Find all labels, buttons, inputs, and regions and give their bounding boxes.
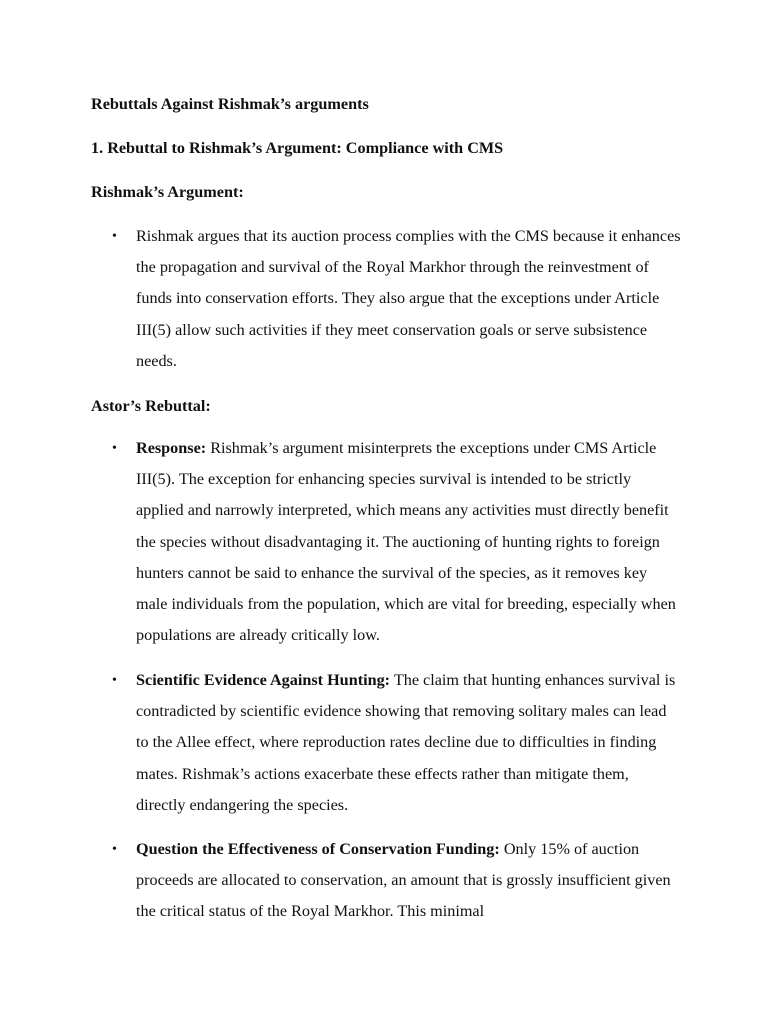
rebuttal-label: Response: bbox=[136, 439, 207, 457]
conservation-funding-text bbox=[136, 834, 681, 928]
list-item bbox=[91, 221, 691, 381]
scientific-evidence-text bbox=[136, 665, 681, 821]
rebuttal-body: The claim that hunting enhances survival is contradicted by scientific evidence showing that removing solitary males can lead to the Allee effect, where reproduction rates decline due to difficulties in finding mates. Rishmak’s actions exacerbate these effects rather than mitigate them, directly endangering the species. bbox=[136, 671, 676, 814]
bullet-icon: • bbox=[112, 441, 117, 456]
rebuttal-body: Rishmak’s argument misinterprets the exceptions under CMS Article III(5). The exception for enhancing species survival is intended to be strictly applied and narrowly interpreted, which means any activities must directly benefit the species without disadvantaging it. The auctioning of hunting rights to foreign hunters cannot be said to enhance the survival of the species, as it removes key male individuals from the population, which are vital for breeding, especially when populations are already critically low. bbox=[136, 439, 676, 645]
rishmak-argument-text: Rishmak argues that its auction process complies with the CMS because it enhances the propagation and survival of the Royal Markhor through the reinvestment of funds into conservation efforts. They also argue that the exceptions under Article III(5) allow such activities if they meet conservation goals or serve subsistence needs. bbox=[136, 227, 681, 370]
section-heading: 1. Rebuttal to Rishmak’s Argument: Compliance with CMS bbox=[91, 139, 504, 157]
document-title: Rebuttals Against Rishmak’s arguments bbox=[91, 95, 369, 113]
rebuttal-label: Scientific Evidence Against Hunting: bbox=[136, 671, 391, 689]
list-item bbox=[91, 834, 691, 934]
astor-rebuttal-heading: Astor’s Rebuttal: bbox=[91, 397, 211, 415]
rebuttal-label: Question the Effectiveness of Conservation Funding: bbox=[136, 840, 500, 858]
rebuttal-response-text bbox=[136, 433, 681, 651]
bullet-icon: • bbox=[112, 229, 117, 244]
list-item bbox=[91, 433, 691, 653]
rishmak-argument-heading: Rishmak’s Argument: bbox=[91, 183, 244, 201]
bullet-icon: • bbox=[112, 842, 117, 857]
rebuttal-body: Only 15% of auction proceeds are allocated to conservation, an amount that is grossly insufficient given the critical status of the Royal Markhor. This minimal bbox=[136, 840, 671, 921]
list-item bbox=[91, 665, 691, 825]
bullet-icon: • bbox=[112, 673, 117, 688]
